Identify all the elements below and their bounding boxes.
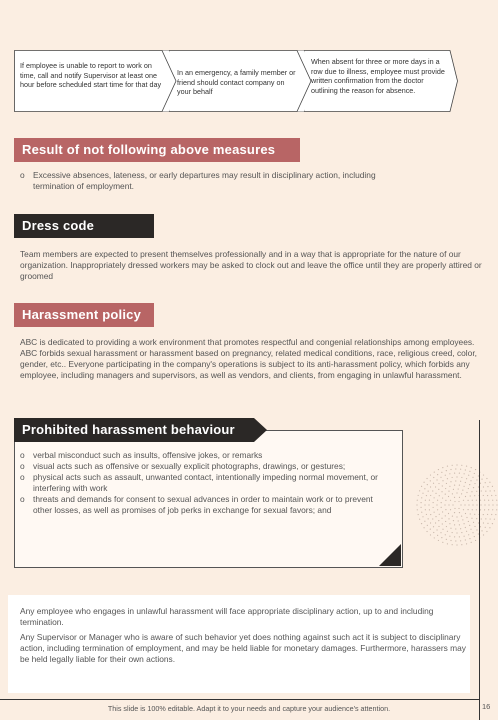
bullet-icon: o: [20, 461, 25, 471]
footer-note: This slide is 100% editable. Adapt it to your needs and capture your audience's attention.: [107, 704, 391, 713]
section-title-harassment-policy: Harassment policy: [14, 303, 154, 327]
list-item: o threats and demands for consent to sexual advances in order to maintain work or to prevent other losses, as well as promises of job perks in exchange for sexual favors; and: [20, 494, 373, 515]
bullet-icon: o: [20, 450, 25, 460]
footer-divider: [0, 699, 480, 700]
chevron-step-2: In an emergency, a family member or friend should contact company on your behalf: [177, 68, 296, 97]
bullet-icon: o: [20, 472, 25, 482]
closing-text-1: Any employee who engages in unlawful harassment will face appropriate disciplinary action, up to and including termination.: [20, 606, 434, 627]
bullet-icon: o: [20, 494, 25, 504]
page-number: 16: [482, 702, 491, 711]
dress-code-text: Team members are expected to present themselves professionally and in a way that is appropriate for the nature of our organization. Inappropriately dressed workers may be asked to clock out and leave the office until they are properly attired or groomed: [20, 249, 482, 281]
harassment-policy-text: ABC is dedicated to providing a work environment that promotes respectful and congenial relationships among employees. ABC forbids sexual harassment or harassment based on pregnancy, related medical conditions, race, religious creed, color, gender, etc.. Everyone participating in the company's operations is subject to its anti-harassment policy, which forbids any employee, including managers and supervisors, as well as vendors, and clients, from engaging in unlawful harassment.: [20, 337, 477, 380]
absence-process-chevrons: [14, 50, 458, 112]
corner-triangle: [379, 544, 401, 566]
prohibited-bullet-list: [20, 450, 380, 516]
section-title-dress-code: Dress code: [14, 214, 154, 238]
section-title-result: Result of not following above measures: [14, 138, 300, 162]
list-item: o Excessive absences, lateness, or early departures may result in disciplinary action, including termination of employment.: [20, 170, 376, 191]
section-title-prohibited: Prohibited harassment behaviour: [22, 422, 235, 437]
decorative-dot-pattern: [412, 460, 498, 550]
chevron-step-1: If employee is unable to report to work on time, call and notify Supervisor at least one hour before scheduled start time for that day: [20, 61, 162, 90]
list-item: o physical acts such as assault, unwanted contact, intentionally impeding normal movement, or interfering with work: [20, 472, 378, 493]
list-item: o visual acts such as offensive or sexually explicit photographs, drawings, or gestures;: [20, 461, 346, 471]
list-item: o verbal misconduct such as insults, offensive jokes, or remarks: [20, 450, 263, 460]
result-bullet-list: [20, 170, 380, 192]
vertical-divider: [479, 420, 480, 720]
chevron-step-3: When absent for three or more days in a row due to illness, employee must provide written confirmation from the doctor outlining the reason for absence.: [311, 57, 445, 95]
bullet-icon: o: [20, 170, 25, 180]
closing-text-2: Any Supervisor or Manager who is aware of such behavior yet does nothing against such act it is subject to disciplinary action, including termination of employment, and may be held liable for monetary damages. Furthermore, harassers may be held legally liable for their own actions.: [20, 632, 466, 664]
